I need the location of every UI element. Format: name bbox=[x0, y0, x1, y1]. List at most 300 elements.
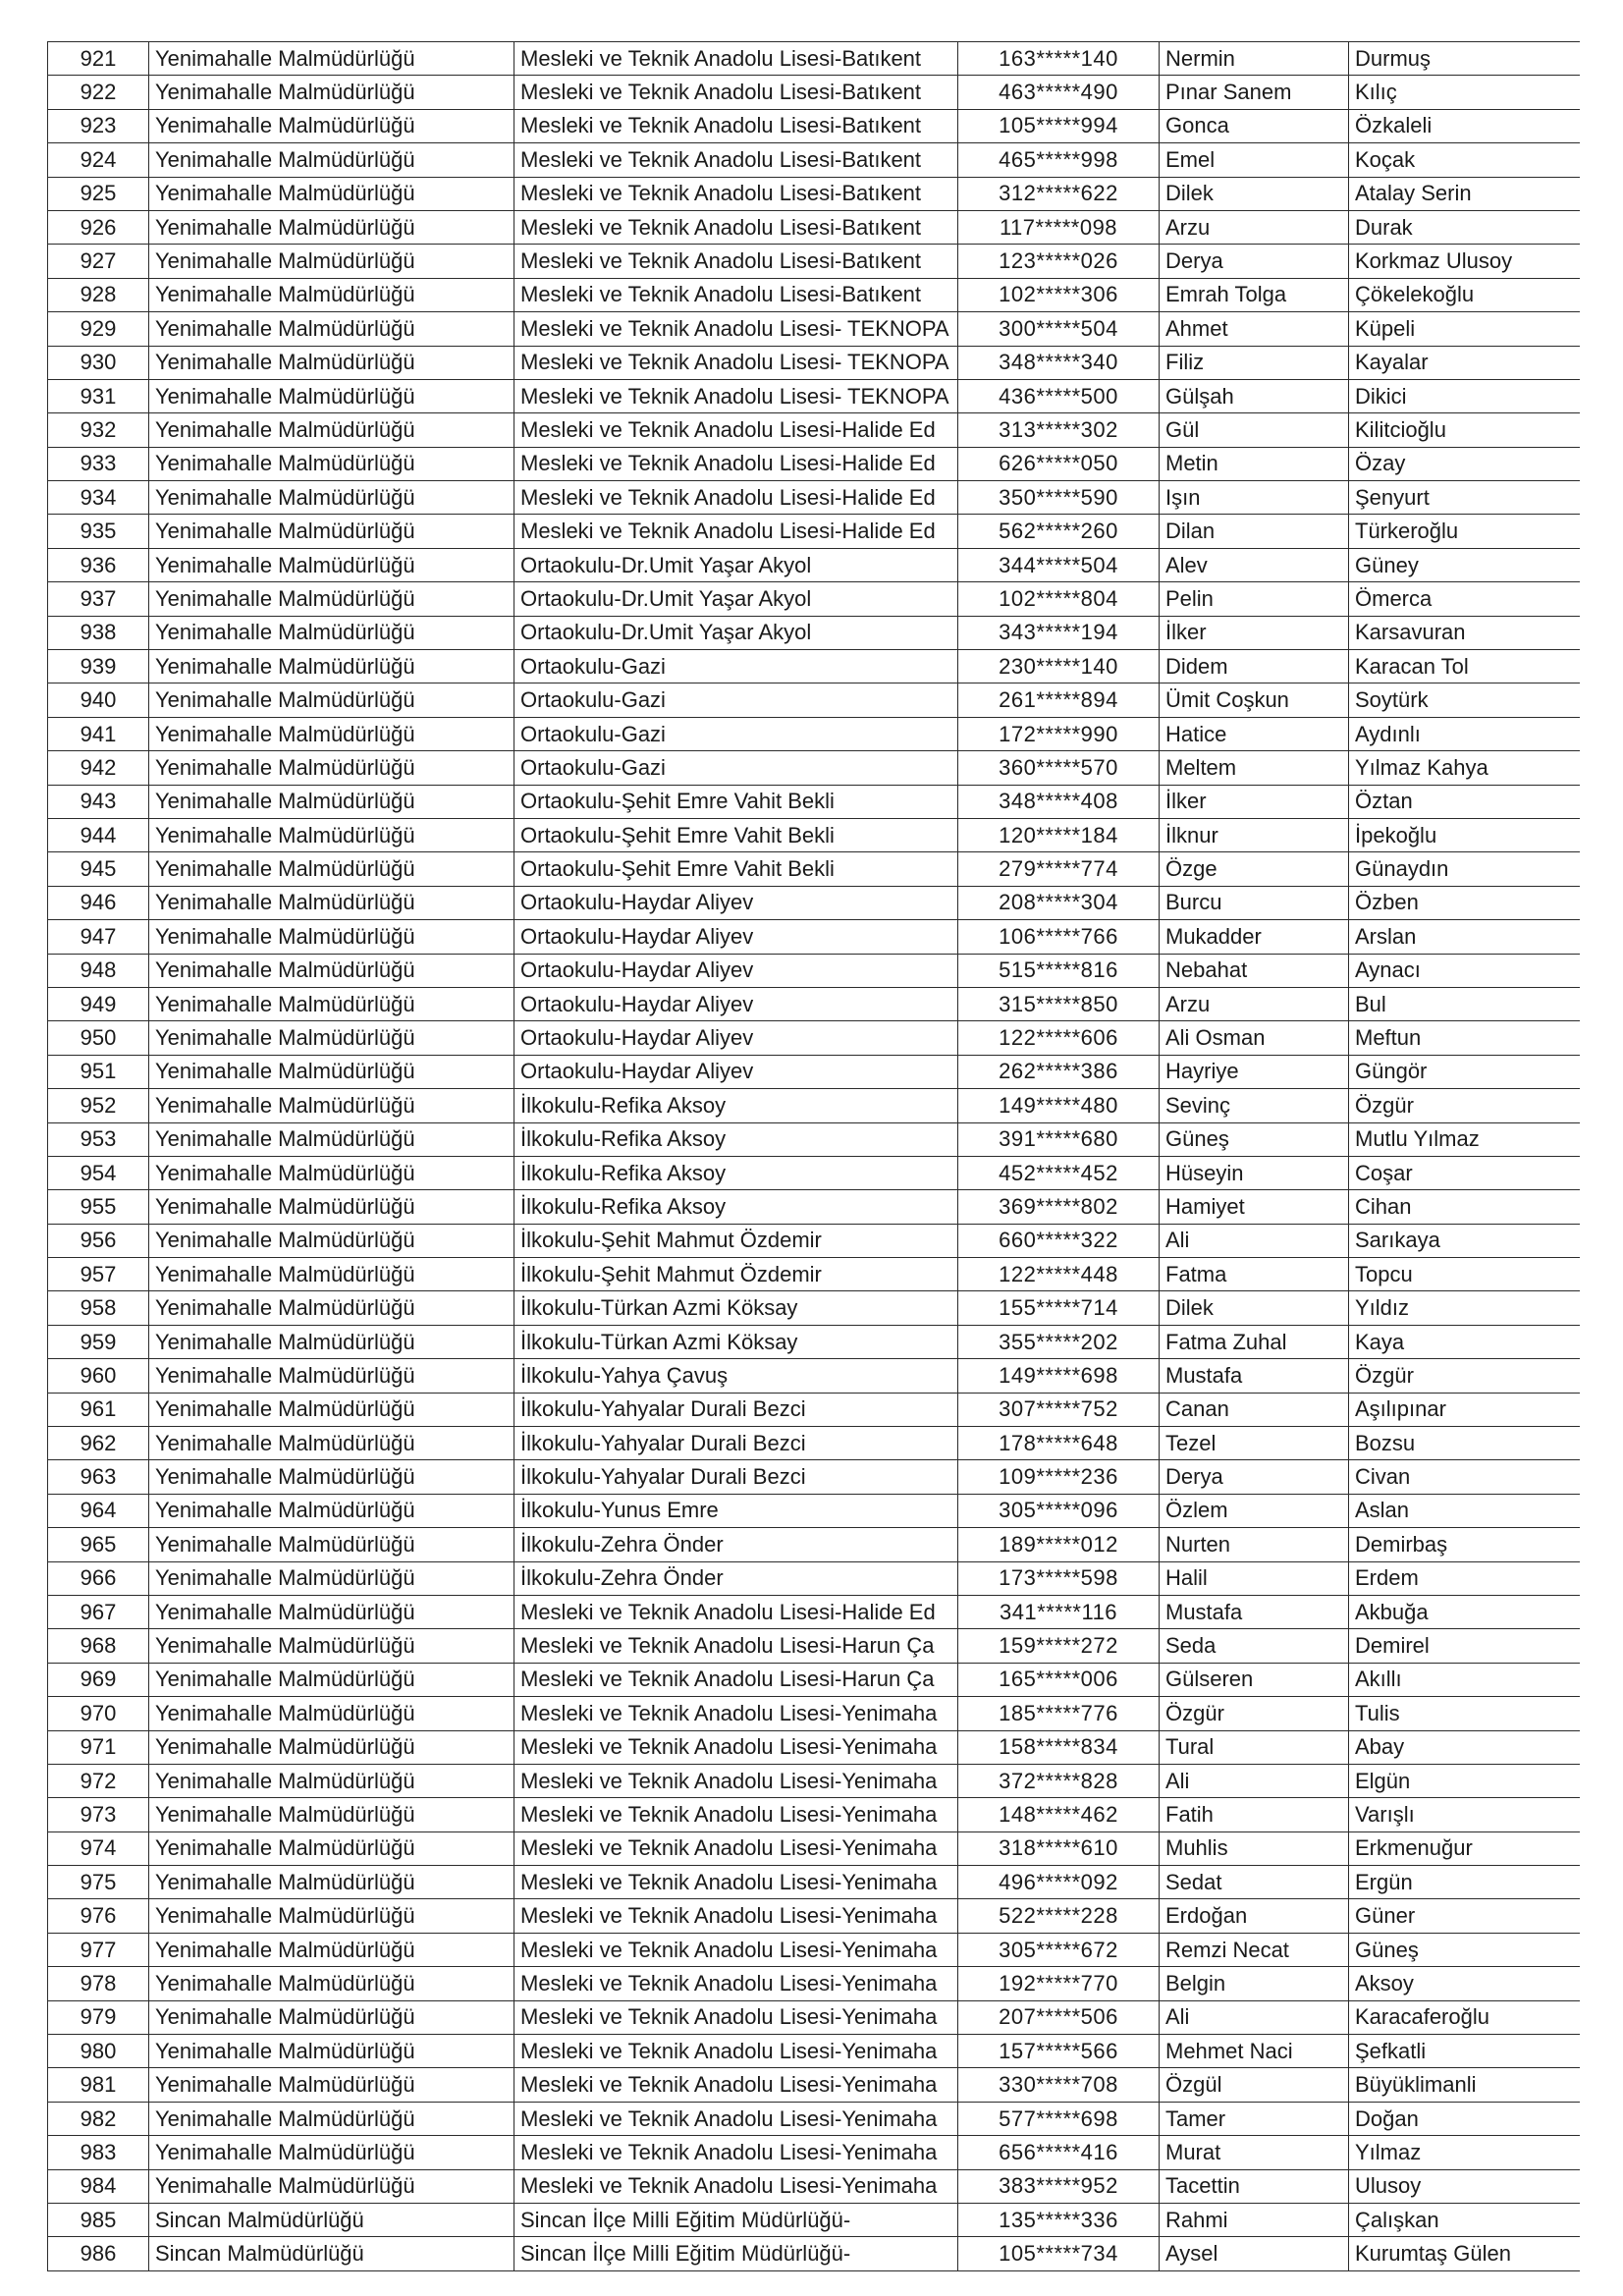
table-row bbox=[48, 818, 1580, 851]
masked-id-cell: 343*****194 bbox=[958, 616, 1160, 649]
tax-office-cell: Yenimahalle Malmüdürlüğü bbox=[149, 1393, 514, 1426]
last-name-cell: Özben bbox=[1349, 886, 1580, 919]
table-row bbox=[48, 2136, 1580, 2169]
first-name-cell: Nurten bbox=[1160, 1528, 1349, 1561]
masked-id-cell: 192*****770 bbox=[958, 1967, 1160, 2000]
masked-id-cell: 341*****116 bbox=[958, 1595, 1160, 1628]
masked-id-cell: 230*****140 bbox=[958, 650, 1160, 683]
first-name-cell: Nebahat bbox=[1160, 954, 1349, 987]
last-name-cell: Karsavuran bbox=[1349, 616, 1580, 649]
table-row bbox=[48, 2169, 1580, 2203]
last-name-cell: Korkmaz Ulusoy bbox=[1349, 245, 1580, 278]
institution-cell: Ortaokulu-Dr.Umit Yaşar Akyol bbox=[514, 582, 958, 616]
institution-cell: İlkokulu-Zehra Önder bbox=[514, 1528, 958, 1561]
tax-office-cell: Yenimahalle Malmüdürlüğü bbox=[149, 1561, 514, 1595]
tax-office-cell: Yenimahalle Malmüdürlüğü bbox=[149, 616, 514, 649]
last-name-cell: Büyüklimanli bbox=[1349, 2068, 1580, 2102]
masked-id-cell: 312*****622 bbox=[958, 177, 1160, 210]
tax-office-cell: Yenimahalle Malmüdürlüğü bbox=[149, 751, 514, 785]
tax-office-cell: Yenimahalle Malmüdürlüğü bbox=[149, 1528, 514, 1561]
masked-id-cell: 173*****598 bbox=[958, 1561, 1160, 1595]
row-number-cell: 953 bbox=[48, 1122, 149, 1156]
table-row bbox=[48, 143, 1580, 177]
tax-office-cell: Yenimahalle Malmüdürlüğü bbox=[149, 76, 514, 109]
first-name-cell: İlker bbox=[1160, 616, 1349, 649]
tax-office-cell: Yenimahalle Malmüdürlüğü bbox=[149, 2000, 514, 2034]
table-row bbox=[48, 717, 1580, 750]
masked-id-cell: 436*****500 bbox=[958, 379, 1160, 412]
masked-id-cell: 348*****408 bbox=[958, 785, 1160, 818]
row-number-cell: 924 bbox=[48, 143, 149, 177]
tax-office-cell: Yenimahalle Malmüdürlüğü bbox=[149, 1933, 514, 1966]
institution-cell: Mesleki ve Teknik Anadolu Lisesi-Batıkent bbox=[514, 76, 958, 109]
masked-id-cell: 313*****302 bbox=[958, 413, 1160, 447]
row-number-cell: 925 bbox=[48, 177, 149, 210]
masked-id-cell: 626*****050 bbox=[958, 447, 1160, 480]
last-name-cell: Aydınlı bbox=[1349, 717, 1580, 750]
table-row bbox=[48, 447, 1580, 480]
institution-cell: Mesleki ve Teknik Anadolu Lisesi- TEKNOPA bbox=[514, 379, 958, 412]
row-number-cell: 958 bbox=[48, 1291, 149, 1325]
last-name-cell: Şenyurt bbox=[1349, 481, 1580, 515]
tax-office-cell: Yenimahalle Malmüdürlüğü bbox=[149, 987, 514, 1020]
tax-office-cell: Yenimahalle Malmüdürlüğü bbox=[149, 2136, 514, 2169]
first-name-cell: Ali bbox=[1160, 1224, 1349, 1257]
row-number-cell: 932 bbox=[48, 413, 149, 447]
masked-id-cell: 163*****140 bbox=[958, 42, 1160, 76]
tax-office-cell: Yenimahalle Malmüdürlüğü bbox=[149, 1089, 514, 1122]
last-name-cell: Cihan bbox=[1349, 1190, 1580, 1224]
last-name-cell: Yılmaz bbox=[1349, 2136, 1580, 2169]
row-number-cell: 947 bbox=[48, 920, 149, 954]
last-name-cell: Çökelekoğlu bbox=[1349, 278, 1580, 311]
first-name-cell: Derya bbox=[1160, 245, 1349, 278]
last-name-cell: İpekoğlu bbox=[1349, 818, 1580, 851]
first-name-cell: Hayriye bbox=[1160, 1055, 1349, 1088]
table-row bbox=[48, 515, 1580, 548]
tax-office-cell: Yenimahalle Malmüdürlüğü bbox=[149, 312, 514, 346]
table-row bbox=[48, 1122, 1580, 1156]
table-row bbox=[48, 1967, 1580, 2000]
last-name-cell: Özkaleli bbox=[1349, 109, 1580, 142]
last-name-cell: Güney bbox=[1349, 548, 1580, 581]
tax-office-cell: Yenimahalle Malmüdürlüğü bbox=[149, 650, 514, 683]
tax-office-cell: Yenimahalle Malmüdürlüğü bbox=[149, 481, 514, 515]
institution-cell: Mesleki ve Teknik Anadolu Lisesi-Yenimaha bbox=[514, 2169, 958, 2203]
first-name-cell: Sevinç bbox=[1160, 1089, 1349, 1122]
tax-office-cell: Yenimahalle Malmüdürlüğü bbox=[149, 954, 514, 987]
masked-id-cell: 261*****894 bbox=[958, 683, 1160, 717]
tax-office-cell: Yenimahalle Malmüdürlüğü bbox=[149, 1460, 514, 1494]
first-name-cell: Filiz bbox=[1160, 346, 1349, 379]
first-name-cell: Pınar Sanem bbox=[1160, 76, 1349, 109]
table-row bbox=[48, 1663, 1580, 1696]
row-number-cell: 944 bbox=[48, 818, 149, 851]
row-number-cell: 929 bbox=[48, 312, 149, 346]
last-name-cell: Çalışkan bbox=[1349, 2204, 1580, 2237]
tax-office-cell: Yenimahalle Malmüdürlüğü bbox=[149, 852, 514, 886]
table-row bbox=[48, 785, 1580, 818]
tax-office-cell: Yenimahalle Malmüdürlüğü bbox=[149, 582, 514, 616]
tax-office-cell: Yenimahalle Malmüdürlüğü bbox=[149, 1629, 514, 1663]
last-name-cell: Ömerca bbox=[1349, 582, 1580, 616]
institution-cell: Mesleki ve Teknik Anadolu Lisesi-Yenimaha bbox=[514, 2102, 958, 2135]
row-number-cell: 930 bbox=[48, 346, 149, 379]
last-name-cell: Mutlu Yılmaz bbox=[1349, 1122, 1580, 1156]
masked-id-cell: 300*****504 bbox=[958, 312, 1160, 346]
tax-office-cell: Yenimahalle Malmüdürlüğü bbox=[149, 447, 514, 480]
row-number-cell: 978 bbox=[48, 1967, 149, 2000]
masked-id-cell: 120*****184 bbox=[958, 818, 1160, 851]
first-name-cell: Gonca bbox=[1160, 109, 1349, 142]
last-name-cell: Demirel bbox=[1349, 1629, 1580, 1663]
row-number-cell: 981 bbox=[48, 2068, 149, 2102]
row-number-cell: 926 bbox=[48, 210, 149, 244]
row-number-cell: 983 bbox=[48, 2136, 149, 2169]
last-name-cell: Bul bbox=[1349, 987, 1580, 1020]
last-name-cell: Aşılıpınar bbox=[1349, 1393, 1580, 1426]
row-number-cell: 942 bbox=[48, 751, 149, 785]
tax-office-cell: Yenimahalle Malmüdürlüğü bbox=[149, 278, 514, 311]
institution-cell: Mesleki ve Teknik Anadolu Lisesi-Yenimaha bbox=[514, 1697, 958, 1730]
tax-office-cell: Yenimahalle Malmüdürlüğü bbox=[149, 2102, 514, 2135]
institution-cell: Mesleki ve Teknik Anadolu Lisesi- TEKNOPA bbox=[514, 312, 958, 346]
tax-office-cell: Yenimahalle Malmüdürlüğü bbox=[149, 42, 514, 76]
first-name-cell: Hamiyet bbox=[1160, 1190, 1349, 1224]
institution-cell: Mesleki ve Teknik Anadolu Lisesi-Batıkent bbox=[514, 109, 958, 142]
tax-office-cell: Yenimahalle Malmüdürlüğü bbox=[149, 717, 514, 750]
first-name-cell: Ali Osman bbox=[1160, 1021, 1349, 1055]
institution-cell: Mesleki ve Teknik Anadolu Lisesi-Batıkent bbox=[514, 143, 958, 177]
table-row bbox=[48, 1730, 1580, 1764]
row-number-cell: 957 bbox=[48, 1258, 149, 1291]
tax-office-cell: Yenimahalle Malmüdürlüğü bbox=[149, 177, 514, 210]
row-number-cell: 979 bbox=[48, 2000, 149, 2034]
masked-id-cell: 562*****260 bbox=[958, 515, 1160, 548]
row-number-cell: 969 bbox=[48, 1663, 149, 1696]
row-number-cell: 943 bbox=[48, 785, 149, 818]
last-name-cell: Topcu bbox=[1349, 1258, 1580, 1291]
row-number-cell: 976 bbox=[48, 1899, 149, 1933]
first-name-cell: Fatma Zuhal bbox=[1160, 1325, 1349, 1358]
institution-cell: Ortaokulu-Gazi bbox=[514, 683, 958, 717]
table-row bbox=[48, 278, 1580, 311]
tax-office-cell: Yenimahalle Malmüdürlüğü bbox=[149, 1899, 514, 1933]
table-row bbox=[48, 1291, 1580, 1325]
last-name-cell: Aslan bbox=[1349, 1494, 1580, 1527]
table-row bbox=[48, 1561, 1580, 1595]
row-number-cell: 936 bbox=[48, 548, 149, 581]
row-number-cell: 946 bbox=[48, 886, 149, 919]
last-name-cell: Şefkatli bbox=[1349, 2035, 1580, 2068]
tax-office-cell: Yenimahalle Malmüdürlüğü bbox=[149, 413, 514, 447]
table-row bbox=[48, 1325, 1580, 1358]
last-name-cell: Kılıç bbox=[1349, 76, 1580, 109]
first-name-cell: Didem bbox=[1160, 650, 1349, 683]
first-name-cell: Ali bbox=[1160, 2000, 1349, 2034]
institution-cell: İlkokulu-Refika Aksoy bbox=[514, 1122, 958, 1156]
institution-cell: Mesleki ve Teknik Anadolu Lisesi-Halide Ed bbox=[514, 1595, 958, 1628]
tax-office-cell: Yenimahalle Malmüdürlüğü bbox=[149, 1967, 514, 2000]
masked-id-cell: 350*****590 bbox=[958, 481, 1160, 515]
tax-office-cell: Yenimahalle Malmüdürlüğü bbox=[149, 1190, 514, 1224]
row-number-cell: 949 bbox=[48, 987, 149, 1020]
institution-cell: Mesleki ve Teknik Anadolu Lisesi-Yenimaha bbox=[514, 1967, 958, 2000]
last-name-cell: Koçak bbox=[1349, 143, 1580, 177]
table-row bbox=[48, 616, 1580, 649]
last-name-cell: Özgür bbox=[1349, 1359, 1580, 1393]
row-number-cell: 980 bbox=[48, 2035, 149, 2068]
first-name-cell: Canan bbox=[1160, 1393, 1349, 1426]
last-name-cell: Güner bbox=[1349, 1899, 1580, 1933]
table-row bbox=[48, 1798, 1580, 1831]
table-row bbox=[48, 1460, 1580, 1494]
row-number-cell: 971 bbox=[48, 1730, 149, 1764]
institution-cell: İlkokulu-Şehit Mahmut Özdemir bbox=[514, 1224, 958, 1257]
last-name-cell: Küpeli bbox=[1349, 312, 1580, 346]
tax-office-cell: Yenimahalle Malmüdürlüğü bbox=[149, 1663, 514, 1696]
records-table bbox=[47, 41, 1580, 2271]
tax-office-cell: Yenimahalle Malmüdürlüğü bbox=[149, 1359, 514, 1393]
first-name-cell: Ahmet bbox=[1160, 312, 1349, 346]
table-row bbox=[48, 1933, 1580, 1966]
first-name-cell: Arzu bbox=[1160, 210, 1349, 244]
tax-office-cell: Yenimahalle Malmüdürlüğü bbox=[149, 886, 514, 919]
first-name-cell: Gülseren bbox=[1160, 1663, 1349, 1696]
row-number-cell: 959 bbox=[48, 1325, 149, 1358]
first-name-cell: Derya bbox=[1160, 1460, 1349, 1494]
masked-id-cell: 105*****734 bbox=[958, 2237, 1160, 2270]
table-row bbox=[48, 650, 1580, 683]
masked-id-cell: 105*****994 bbox=[958, 109, 1160, 142]
institution-cell: Mesleki ve Teknik Anadolu Lisesi-Yenimaha bbox=[514, 1764, 958, 1797]
masked-id-cell: 207*****506 bbox=[958, 2000, 1160, 2034]
last-name-cell: Kilitcioğlu bbox=[1349, 413, 1580, 447]
last-name-cell: Atalay Serin bbox=[1349, 177, 1580, 210]
table-row bbox=[48, 2102, 1580, 2135]
first-name-cell: Muhlis bbox=[1160, 1831, 1349, 1865]
tax-office-cell: Yenimahalle Malmüdürlüğü bbox=[149, 683, 514, 717]
table-row bbox=[48, 1595, 1580, 1628]
tax-office-cell: Yenimahalle Malmüdürlüğü bbox=[149, 2068, 514, 2102]
first-name-cell: Tamer bbox=[1160, 2102, 1349, 2135]
last-name-cell: Yılmaz Kahya bbox=[1349, 751, 1580, 785]
institution-cell: Ortaokulu-Haydar Aliyev bbox=[514, 886, 958, 919]
first-name-cell: Belgin bbox=[1160, 1967, 1349, 2000]
masked-id-cell: 117*****098 bbox=[958, 210, 1160, 244]
last-name-cell: Kurumtaş Gülen bbox=[1349, 2237, 1580, 2270]
institution-cell: Mesleki ve Teknik Anadolu Lisesi-Yenimaha bbox=[514, 1933, 958, 1966]
first-name-cell: Hatice bbox=[1160, 717, 1349, 750]
first-name-cell: Dilek bbox=[1160, 177, 1349, 210]
masked-id-cell: 178*****648 bbox=[958, 1427, 1160, 1460]
table-row bbox=[48, 1258, 1580, 1291]
last-name-cell: Özay bbox=[1349, 447, 1580, 480]
row-number-cell: 950 bbox=[48, 1021, 149, 1055]
last-name-cell: Durak bbox=[1349, 210, 1580, 244]
institution-cell: Mesleki ve Teknik Anadolu Lisesi-Harun Ça bbox=[514, 1629, 958, 1663]
masked-id-cell: 155*****714 bbox=[958, 1291, 1160, 1325]
table-row bbox=[48, 1156, 1580, 1189]
masked-id-cell: 496*****092 bbox=[958, 1866, 1160, 1899]
table-row bbox=[48, 109, 1580, 142]
institution-cell: İlkokulu-Yunus Emre bbox=[514, 1494, 958, 1527]
table-row bbox=[48, 76, 1580, 109]
tax-office-cell: Yenimahalle Malmüdürlüğü bbox=[149, 2035, 514, 2068]
last-name-cell: Karacaferoğlu bbox=[1349, 2000, 1580, 2034]
row-number-cell: 960 bbox=[48, 1359, 149, 1393]
last-name-cell: Akıllı bbox=[1349, 1663, 1580, 1696]
first-name-cell: Metin bbox=[1160, 447, 1349, 480]
first-name-cell: Seda bbox=[1160, 1629, 1349, 1663]
institution-cell: Ortaokulu-Şehit Emre Vahit Bekli bbox=[514, 785, 958, 818]
table-row bbox=[48, 683, 1580, 717]
last-name-cell: Özgür bbox=[1349, 1089, 1580, 1122]
last-name-cell: Tulis bbox=[1349, 1697, 1580, 1730]
masked-id-cell: 660*****322 bbox=[958, 1224, 1160, 1257]
last-name-cell: Coşar bbox=[1349, 1156, 1580, 1189]
institution-cell: Ortaokulu-Dr.Umit Yaşar Akyol bbox=[514, 548, 958, 581]
masked-id-cell: 383*****952 bbox=[958, 2169, 1160, 2203]
table-row bbox=[48, 346, 1580, 379]
institution-cell: Mesleki ve Teknik Anadolu Lisesi-Batıkent bbox=[514, 177, 958, 210]
row-number-cell: 975 bbox=[48, 1866, 149, 1899]
table-row bbox=[48, 177, 1580, 210]
institution-cell: Mesleki ve Teknik Anadolu Lisesi-Yenimaha bbox=[514, 2000, 958, 2034]
masked-id-cell: 159*****272 bbox=[958, 1629, 1160, 1663]
table-row bbox=[48, 751, 1580, 785]
tax-office-cell: Yenimahalle Malmüdürlüğü bbox=[149, 346, 514, 379]
first-name-cell: Fatma bbox=[1160, 1258, 1349, 1291]
last-name-cell: Erkmenuğur bbox=[1349, 1831, 1580, 1865]
tax-office-cell: Yenimahalle Malmüdürlüğü bbox=[149, 1325, 514, 1358]
last-name-cell: Güneş bbox=[1349, 1933, 1580, 1966]
first-name-cell: Arzu bbox=[1160, 987, 1349, 1020]
masked-id-cell: 102*****804 bbox=[958, 582, 1160, 616]
table-row bbox=[48, 245, 1580, 278]
table-row bbox=[48, 312, 1580, 346]
masked-id-cell: 344*****504 bbox=[958, 548, 1160, 581]
first-name-cell: Gül bbox=[1160, 413, 1349, 447]
tax-office-cell: Yenimahalle Malmüdürlüğü bbox=[149, 1055, 514, 1088]
masked-id-cell: 355*****202 bbox=[958, 1325, 1160, 1358]
last-name-cell: Dikici bbox=[1349, 379, 1580, 412]
table-row bbox=[48, 42, 1580, 76]
masked-id-cell: 208*****304 bbox=[958, 886, 1160, 919]
institution-cell: Ortaokulu-Gazi bbox=[514, 717, 958, 750]
masked-id-cell: 369*****802 bbox=[958, 1190, 1160, 1224]
row-number-cell: 956 bbox=[48, 1224, 149, 1257]
institution-cell: Ortaokulu-Dr.Umit Yaşar Akyol bbox=[514, 616, 958, 649]
first-name-cell: Ümit Coşkun bbox=[1160, 683, 1349, 717]
row-number-cell: 977 bbox=[48, 1933, 149, 1966]
table-row bbox=[48, 1393, 1580, 1426]
tax-office-cell: Yenimahalle Malmüdürlüğü bbox=[149, 143, 514, 177]
last-name-cell: Karacan Tol bbox=[1349, 650, 1580, 683]
tax-office-cell: Yenimahalle Malmüdürlüğü bbox=[149, 245, 514, 278]
table-row bbox=[48, 2035, 1580, 2068]
table-row bbox=[48, 481, 1580, 515]
institution-cell: Mesleki ve Teknik Anadolu Lisesi-Halide Ed bbox=[514, 447, 958, 480]
masked-id-cell: 122*****606 bbox=[958, 1021, 1160, 1055]
first-name-cell: Remzi Necat bbox=[1160, 1933, 1349, 1966]
institution-cell: Ortaokulu-Haydar Aliyev bbox=[514, 954, 958, 987]
first-name-cell: Meltem bbox=[1160, 751, 1349, 785]
first-name-cell: Mehmet Naci bbox=[1160, 2035, 1349, 2068]
last-name-cell: Kaya bbox=[1349, 1325, 1580, 1358]
first-name-cell: Ali bbox=[1160, 1764, 1349, 1797]
tax-office-cell: Yenimahalle Malmüdürlüğü bbox=[149, 210, 514, 244]
last-name-cell: Varışlı bbox=[1349, 1798, 1580, 1831]
institution-cell: Ortaokulu-Haydar Aliyev bbox=[514, 920, 958, 954]
first-name-cell: Mustafa bbox=[1160, 1595, 1349, 1628]
institution-cell: İlkokulu-Şehit Mahmut Özdemir bbox=[514, 1258, 958, 1291]
row-number-cell: 927 bbox=[48, 245, 149, 278]
institution-cell: Mesleki ve Teknik Anadolu Lisesi-Halide Ed bbox=[514, 413, 958, 447]
row-number-cell: 984 bbox=[48, 2169, 149, 2203]
masked-id-cell: 522*****228 bbox=[958, 1899, 1160, 1933]
tax-office-cell: Yenimahalle Malmüdürlüğü bbox=[149, 1291, 514, 1325]
table-row bbox=[48, 1866, 1580, 1899]
masked-id-cell: 452*****452 bbox=[958, 1156, 1160, 1189]
tax-office-cell: Yenimahalle Malmüdürlüğü bbox=[149, 785, 514, 818]
masked-id-cell: 122*****448 bbox=[958, 1258, 1160, 1291]
first-name-cell: Dilek bbox=[1160, 1291, 1349, 1325]
masked-id-cell: 515*****816 bbox=[958, 954, 1160, 987]
first-name-cell: Murat bbox=[1160, 2136, 1349, 2169]
first-name-cell: Özlem bbox=[1160, 1494, 1349, 1527]
institution-cell: Mesleki ve Teknik Anadolu Lisesi-Yenimaha bbox=[514, 2136, 958, 2169]
first-name-cell: Halil bbox=[1160, 1561, 1349, 1595]
last-name-cell: Kayalar bbox=[1349, 346, 1580, 379]
last-name-cell: Arslan bbox=[1349, 920, 1580, 954]
masked-id-cell: 305*****096 bbox=[958, 1494, 1160, 1527]
table-row bbox=[48, 210, 1580, 244]
table-row bbox=[48, 1089, 1580, 1122]
records-table-body bbox=[48, 42, 1580, 2271]
first-name-cell: Güneş bbox=[1160, 1122, 1349, 1156]
institution-cell: Mesleki ve Teknik Anadolu Lisesi-Yenimaha bbox=[514, 1899, 958, 1933]
institution-cell: İlkokulu-Refika Aksoy bbox=[514, 1156, 958, 1189]
masked-id-cell: 149*****698 bbox=[958, 1359, 1160, 1393]
institution-cell: Mesleki ve Teknik Anadolu Lisesi-Yenimaha bbox=[514, 1831, 958, 1865]
tax-office-cell: Yenimahalle Malmüdürlüğü bbox=[149, 515, 514, 548]
first-name-cell: Mustafa bbox=[1160, 1359, 1349, 1393]
institution-cell: İlkokulu-Refika Aksoy bbox=[514, 1089, 958, 1122]
first-name-cell: Burcu bbox=[1160, 886, 1349, 919]
first-name-cell: Gülşah bbox=[1160, 379, 1349, 412]
masked-id-cell: 348*****340 bbox=[958, 346, 1160, 379]
tax-office-cell: Yenimahalle Malmüdürlüğü bbox=[149, 1021, 514, 1055]
masked-id-cell: 360*****570 bbox=[958, 751, 1160, 785]
row-number-cell: 921 bbox=[48, 42, 149, 76]
tax-office-cell: Yenimahalle Malmüdürlüğü bbox=[149, 1224, 514, 1257]
table-row bbox=[48, 2204, 1580, 2237]
tax-office-cell: Yenimahalle Malmüdürlüğü bbox=[149, 1831, 514, 1865]
masked-id-cell: 135*****336 bbox=[958, 2204, 1160, 2237]
last-name-cell: Yıldız bbox=[1349, 1291, 1580, 1325]
masked-id-cell: 172*****990 bbox=[958, 717, 1160, 750]
first-name-cell: Aysel bbox=[1160, 2237, 1349, 2270]
table-row bbox=[48, 1021, 1580, 1055]
tax-office-cell: Yenimahalle Malmüdürlüğü bbox=[149, 379, 514, 412]
institution-cell: İlkokulu-Yahya Çavuş bbox=[514, 1359, 958, 1393]
masked-id-cell: 305*****672 bbox=[958, 1933, 1160, 1966]
institution-cell: Mesleki ve Teknik Anadolu Lisesi-Batıkent bbox=[514, 210, 958, 244]
table-row bbox=[48, 548, 1580, 581]
first-name-cell: Hüseyin bbox=[1160, 1156, 1349, 1189]
tax-office-cell: Yenimahalle Malmüdürlüğü bbox=[149, 818, 514, 851]
